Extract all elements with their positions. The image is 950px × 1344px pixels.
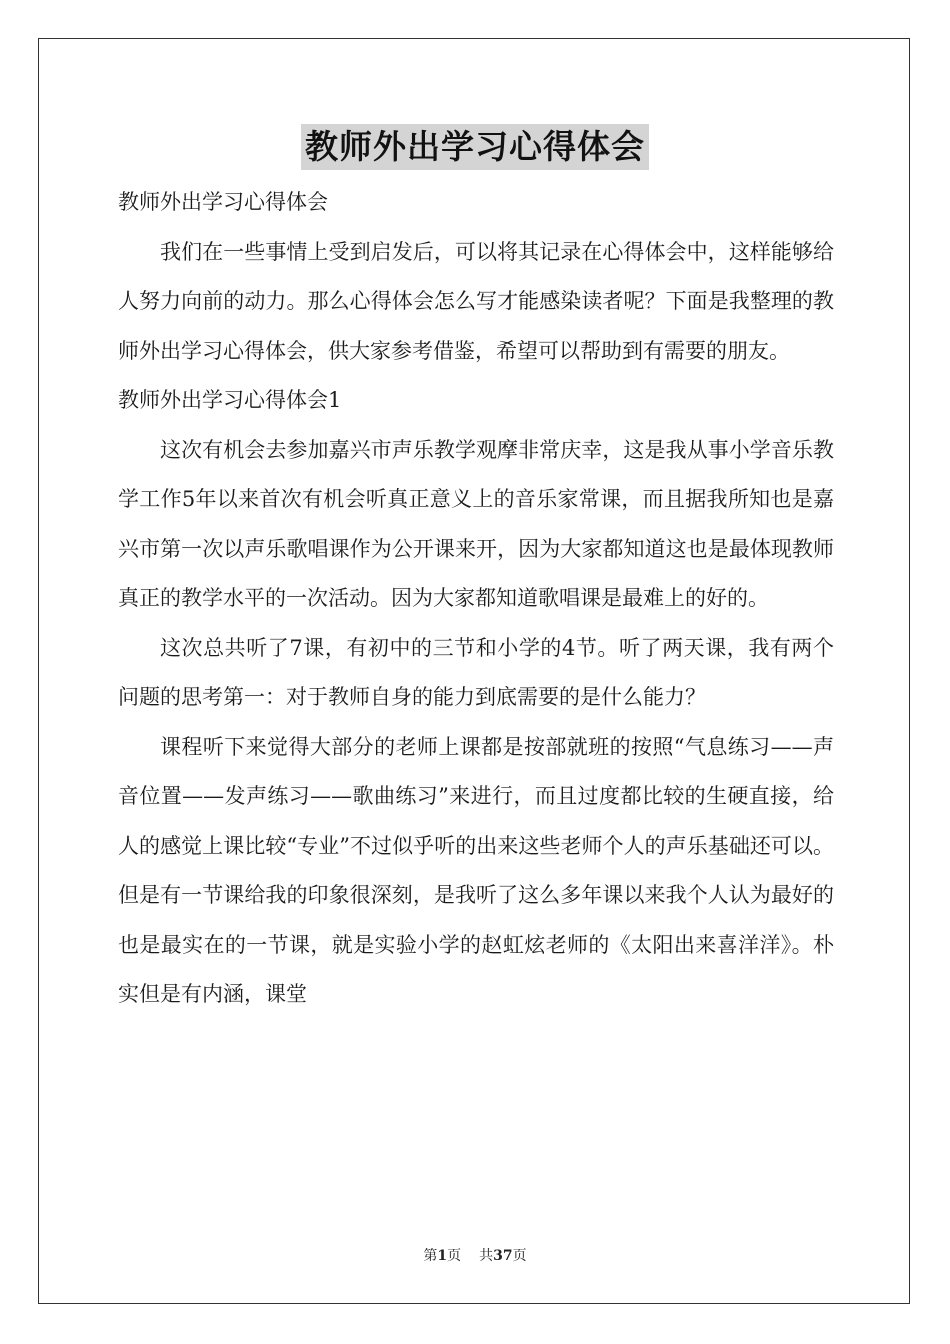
document-body — [118, 178, 834, 1020]
page-number: 1 — [437, 1248, 448, 1264]
title-container — [0, 124, 950, 170]
page-footer — [0, 1246, 950, 1266]
total-prefix: 共 — [479, 1248, 494, 1264]
body-paragraph: 这次总共听了7课，有初中的三节和小学的4节。听了两天课，我有两个问题的思考第一：对于教师自身的能力到底需要的是什么能力？ — [118, 635, 834, 709]
document-title: 教师外出学习心得体会 — [301, 124, 649, 170]
page-prefix: 第 — [423, 1248, 438, 1264]
section-heading: 教师外出学习心得体会1 — [118, 388, 342, 412]
body-paragraph: 课程听下来觉得大部分的老师上课都是按部就班的按照“气息练习——声音位置——发声练习——歌曲练习”来进行，而且过度都比较的生硬直接，给人的感觉上课比较“专业”不过似乎听的出来这些老师个人的声乐基础还可以。但是有一节课给我的印象很深刻，是我听了这么多年课以来我个人认为最好的也是最实在的一节课，就是实验小学的赵虹炫老师的《太阳出来喜洋洋》。朴实但是有内涵，课堂 — [118, 734, 834, 1006]
body-paragraph: 这次有机会去参加嘉兴市声乐教学观摩非常庆幸，这是我从事小学音乐教学工作5年以来首次有机会听真正意义上的音乐家常课，而且据我所知也是嘉兴市第一次以声乐歌唱课作为公开课来开，因为大家都知道这也是最体现教师真正的教学水平的一次活动。因为大家都知道歌唱课是最难上的好的。 — [118, 437, 834, 610]
subtitle-paragraph: 教师外出学习心得体会 — [118, 190, 328, 214]
total-suffix: 页 — [512, 1248, 527, 1264]
intro-paragraph: 我们在一些事情上受到启发后，可以将其记录在心得体会中，这样能够给人努力向前的动力。那么心得体会怎么写才能感染读者呢？下面是我整理的教师外出学习心得体会，供大家参考借鉴，希望可以帮助到有需要的朋友。 — [118, 239, 834, 363]
total-pages: 37 — [493, 1248, 513, 1264]
page-suffix: 页 — [447, 1248, 462, 1264]
